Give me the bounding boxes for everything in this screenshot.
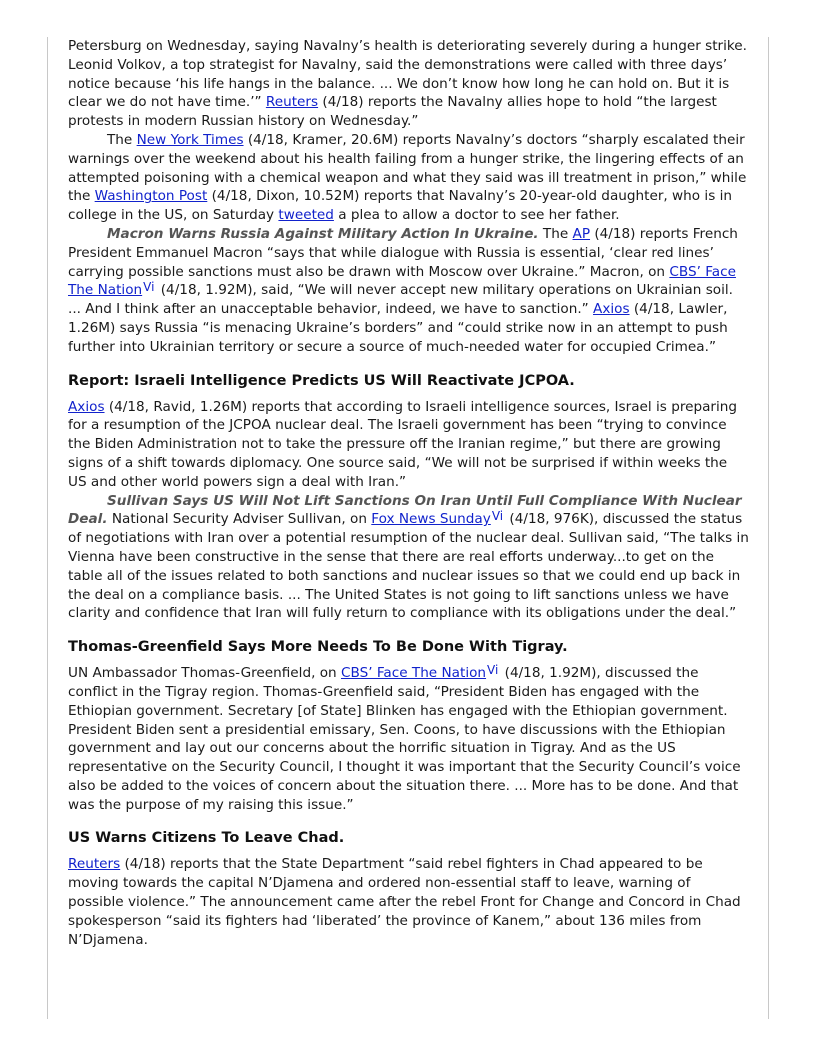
paragraph-sullivan-iran: Sullivan Says US Will Not Lift Sanctions On Iran Until Full Compliance With Nuclear Deal. National Security Adviser Sullivan, on Fox News Sunday$^{Vi}$ (4/18, 976K), discussed the status of negotiations with Iran over a potential resumption of the nuclear deal. Sullivan said, “The talks in Vienna have been constructive in the sense that there are real efforts underway...to get on the table all of the issues related to both sanctions and nuclear issues so that we could end up back in the deal on a compliance basis. ... The United States is not going to lift sanctions unless we have clarity and confidence that Iran will fully return to compliance with its obligations under the deal.” (68, 492, 749, 622)
paragraph-navalny-protests: Petersburg on Wednesday, saying Navalny’s health is deteriorating severely during a hunger strike. Leonid Volkov, a top strategist for Navalny, said the demonstrations were called with three days’ notice because ‘his life hangs in the balance. ... We don’t know how long he can hold on. But it is clear we do not have time.’” Reuters (4/18) reports the Navalny allies hope to hold “the largest protests in modern Russian history on Wednesday.” (68, 38, 747, 130)
video-indicator-icon[interactable]: Vi (143, 280, 155, 295)
link-ap[interactable]: AP (572, 225, 591, 242)
link-cbs-face-the-nation[interactable]: CBS’ Face The Nation (340, 665, 487, 682)
link-reuters[interactable]: Reuters (265, 94, 319, 111)
paragraph-tigray: UN Ambassador Thomas-Greenfield, on CBS’ Face The Nation$^{Vi}$ (4/18, 1.92M), discussed the conflict in the Tigray region. Thomas-Greenfield said, “President Biden has engaged with the Ethiopian government. Secretary [of State] Blinken has engaged with the Ethiopian government. President Biden sent a presidential emissary, Sen. Coons, to have discussions with the Ethiopian government and lay out our concerns about the horrific situation in Tigray. And as the US representative on the Security Council, I thought it was important that the Security Council’s voice also be added to the voices of concern about the situation there. ... More has to be done. And that was the purpose of my raising this issue.” (68, 663, 741, 813)
subheading-sullivan: Sullivan Says US Will Not Lift Sanctions On Iran Until Full Compliance With Nuclear Deal. (68, 492, 742, 528)
paragraph-jcpoa: Axios (4/18, Ravid, 1.26M) reports that according to Israeli intelligence sources, Israel is preparing for a resumption of the JCPOA nuclear deal. The Israeli government has been “trying to convince the Biden Administration not to take the pressure off the Iranian regime,” but there are growing signs of a shift towards diplomacy. One source said, “We will not be surprised if within weeks the US and other world powers sign a deal with Iran.” (68, 398, 738, 490)
subheading-macron: Macron Warns Russia Against Military Action In Ukraine. (107, 225, 539, 242)
paragraph-navalny-health: The New York Times (4/18, Kramer, 20.6M) reports Navalny’s doctors “sharply escalated their warnings over the weekend about his health failing from a hunger strike, the lingering effects of an attempted poisoning with a chemical weapon and what they said was ill treatment in prison,” while the Washington Post (4/18, Dixon, 10.52M) reports that Navalny’s 20-year-old daughter, who is in college in the US, on Saturday tweeted a plea to allow a doctor to see her father. (68, 131, 747, 224)
right-margin-rule (768, 37, 769, 1019)
link-cbs-face-the-nation[interactable]: CBS’ Face The Nation (68, 263, 736, 299)
heading-chad: US Warns Citizens To Leave Chad. (68, 830, 345, 847)
link-axios[interactable]: Axios (593, 301, 630, 318)
heading-israeli-intelligence: Report: Israeli Intelligence Predicts US Will Reactivate JCPOA. (68, 372, 575, 389)
link-new-york-times[interactable]: New York Times (136, 131, 244, 148)
link-fox-news-sunday[interactable]: Fox News Sunday (371, 511, 491, 528)
left-margin-rule (47, 37, 48, 1019)
link-washington-post[interactable]: Washington Post (94, 188, 208, 205)
link-tweeted[interactable]: tweeted (278, 207, 334, 224)
paragraph-macron-ukraine: Macron Warns Russia Against Military Action In Ukraine. The AP (4/18) reports French President Emmanuel Macron “says that while dialogue with Russia is essential, ‘clear red lines’ carrying possible sanctions must also be drawn with Moscow over Ukraine.” Macron, on CBS’ Face The Nation$^{Vi}$ (4/18, 1.92M), said, “We will never accept new military operations on Ukrainian soil. ... And I think after an unacceptable behavior, indeed, we have to sanction.” Axios (4/18, Lawler, 1.26M) says Russia “is menacing Ukraine’s borders” and “could strike now in an attempt to push further into Ukrainian territory or secure a source of much-needed water for occupied Crimea.” (68, 225, 738, 355)
link-axios[interactable]: Axios (68, 398, 105, 415)
paragraph-chad: Reuters (4/18) reports that the State Department “said rebel fighters in Chad appeared to be moving towards the capital N’Djamena and ordered non-essential staff to leave, warning of possible violence.” The announcement came after the rebel Front for Change and Concord in Chad spokesperson “said its fighters had ‘liberated’ the province of Kanem,” about 136 miles from N’Djamena. (68, 856, 741, 948)
document-body (68, 37, 750, 949)
heading-tigray: Thomas-Greenfield Says More Needs To Be Done With Tigray. (68, 639, 568, 656)
video-indicator-icon[interactable]: Vi (487, 663, 499, 678)
link-reuters[interactable]: Reuters (68, 856, 121, 873)
video-indicator-icon[interactable]: Vi (491, 509, 504, 524)
